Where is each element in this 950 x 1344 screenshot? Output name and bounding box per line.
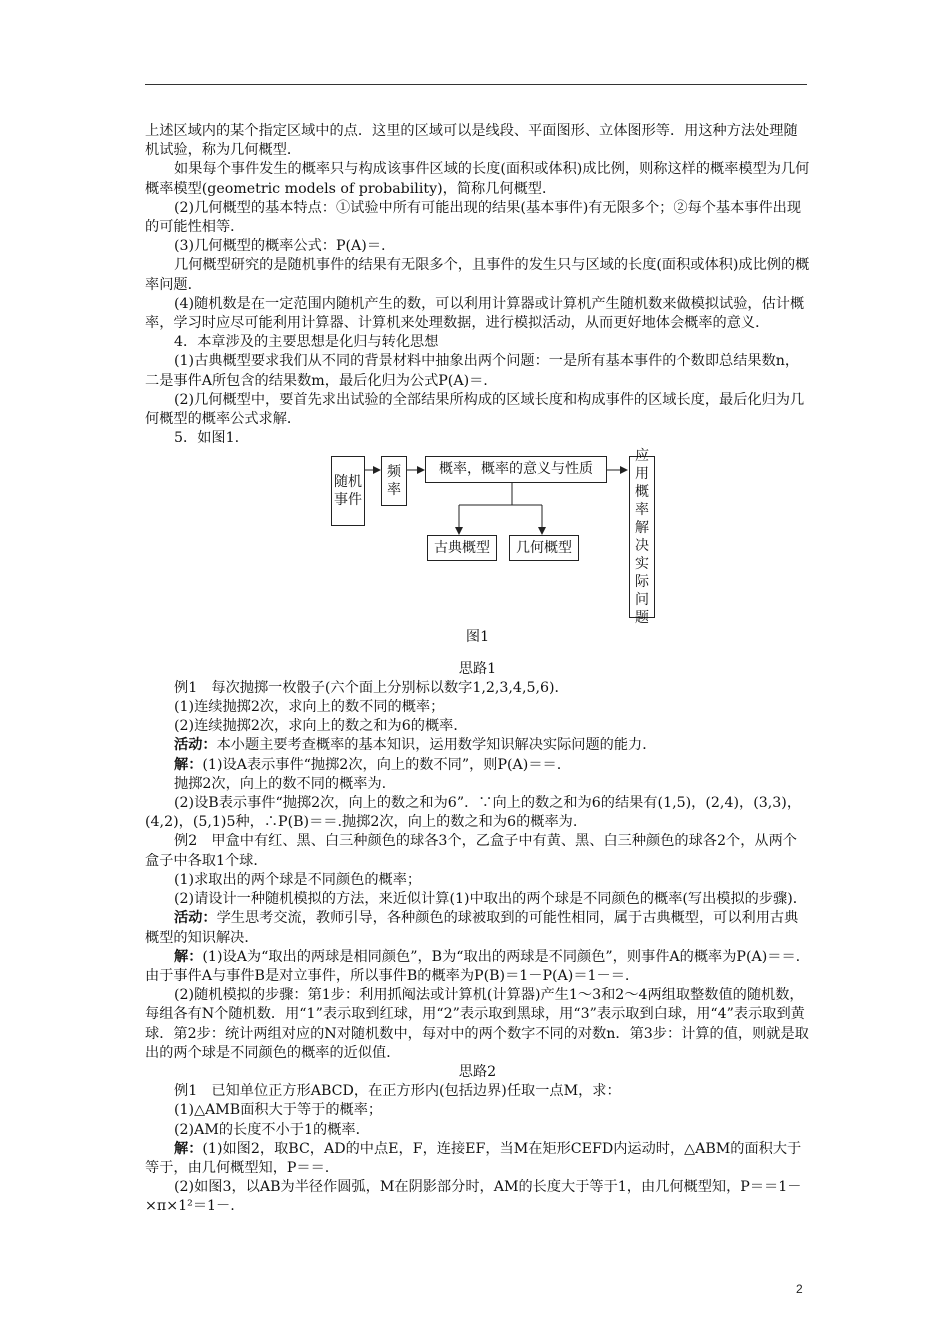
activity-label: 活动： — [174, 737, 217, 754]
header-rule — [145, 84, 807, 85]
box-probability-meaning: 概率，概率的意义与性质 — [425, 456, 607, 483]
paragraph: (4)随机数是在一定范围内随机产生的数，可以利用计算器或计算机产生随机数来做模拟试验，估计概率，学习时应尽可能利用计算器、计算机来处理数据，进行模拟活动，从而更好地体会概率的意义． — [145, 295, 805, 332]
example-heading: 例1 每次抛掷一枚骰子(六个面上分别标以数字1,2,3,4,5,6)． — [174, 679, 569, 696]
solution-text: (1)设A表示事件“抛掷2次，向上的数不同”，则P(A)＝＝. — [202, 756, 562, 773]
activity-text: 学生思考交流，教师引导，各种颜色的球被取到的可能性相同，属于古典概型，可以利用古典概型的知识解决． — [145, 910, 799, 946]
paragraph: (1)古典概型要求我们从不同的背景材料中抽象出两个问题：一是所有基本事件的个数即总结果数n，二是事件A所包含的结果数m，最后化归为公式P(A)＝. — [145, 353, 800, 389]
question: (2)请设计一种随机模拟的方法，来近似计算(1)中取出的两个球是不同颜色的概率(写出模拟的步骤)． — [174, 891, 807, 908]
solution-text: (2)设B表示事件“抛掷2次，向上的数之和为6”．∵向上的数之和为6的结果有(1,5)，(2,4)，(3,3)，(4,2)，(5,1)5种，∴P(B)＝＝.抛掷2次，向上的数之和为6的概率为. — [145, 795, 802, 831]
solution-text: (1)设A为“取出的两球是相同颜色”，B为“取出的两球是不同颜色”，则事件A的概率为P(A)＝＝.由于事件A与事件B是对立事件，所以事件B的概率为P(B)＝1－P(A)＝1－＝. — [145, 948, 801, 984]
solution-text: (1)如图2，取BC，AD的中点E，F，连接EF，当M在矩形CEFD内运动时，△ABM的面积大于等于，由几何概型知，P＝＝. — [145, 1140, 802, 1176]
section-title: 思路2 — [458, 1063, 497, 1080]
paragraph: 几何概型研究的是随机事件的结果有无限多个，且事件的发生只与区域的长度(面积或体积)成比例的概率问题． — [145, 257, 810, 293]
paragraph: (2)几何概型中，要首先求出试验的全部结果所构成的区域长度和构成事件的区域长度，最后化归为几何概型的概率公式求解． — [145, 391, 805, 428]
page-content — [145, 122, 810, 1217]
question: (2)连续抛掷2次，求向上的数之和为6的概率． — [174, 718, 468, 735]
page-number: 2 — [796, 1282, 803, 1296]
activity-label: 活动： — [174, 910, 217, 927]
question: (1)求取出的两个球是不同颜色的概率； — [174, 871, 422, 888]
paragraph: 4．本章涉及的主要思想是化归与转化思想 — [174, 334, 439, 351]
paragraph: 如果每个事件发生的概率只与构成该事件区域的长度(面积或体积)成比例，则称这样的概率模型为几何概率模型(geometric models of probability)，简称几何概型． — [145, 161, 810, 197]
box-classical-model: 古典概型 — [427, 535, 497, 561]
activity-text: 本小题主要考查概率的基本知识，运用数学知识解决实际问题的能力． — [216, 737, 657, 754]
question: (2)AM的长度不小于1的概率． — [174, 1121, 370, 1138]
paragraph: 5．如图1. — [174, 430, 240, 447]
solution-text: (2)如图3，以AB为半径作圆弧，M在阴影部分时，AM的长度大于等于1，由几何概型知，P＝＝1－×π×1²＝1－. — [145, 1179, 802, 1215]
flow-diagram — [145, 448, 810, 627]
figure-caption: 图1 — [465, 629, 490, 646]
solution-text: 抛掷2次，向上的数不同的概率为. — [174, 775, 387, 792]
box-geometric-model: 几何概型 — [509, 535, 579, 561]
box-frequency: 频率 — [381, 456, 407, 506]
question: (1)△AMB面积大于等于的概率； — [174, 1102, 383, 1119]
solution-label: 解： — [174, 948, 203, 965]
box-random-event: 随机事件 — [331, 456, 365, 526]
paragraph: 上述区域内的某个指定区域中的点．这里的区域可以是线段、平面图形、立体图形等．用这种方法处理随机试验，称为几何概型． — [145, 123, 798, 159]
example-heading: 例2 甲盒中有红、黑、白三种颜色的球各3个，乙盒子中有黄、黑、白三种颜色的球各2个，从两个盒子中各取1个球． — [145, 833, 797, 869]
box-application: 应用概率解决实际问题 — [629, 456, 655, 618]
solution-label: 解： — [174, 756, 203, 773]
example-heading: 例1 已知单位正方形ABCD，在正方形内(包括边界)任取一点M，求： — [174, 1083, 621, 1100]
paragraph: (2)几何概型的基本特点：①试验中所有可能出现的结果(基本事件)有无限多个；②每个基本事件出现的可能性相等． — [145, 199, 802, 236]
solution-label: 解： — [174, 1140, 203, 1157]
paragraph: (3)几何概型的概率公式：P(A)＝. — [174, 238, 386, 255]
question: (1)连续抛掷2次，求向上的数不同的概率； — [174, 699, 445, 716]
solution-text: (2)随机模拟的步骤：第1步：利用抓阄法或计算机(计算器)产生1～3和2～4两组取整数值的随机数，每组各有N个随机数．用“1”表示取到红球，用“2”表示取到黑球，用“3”表示取到白球，用“4”表示取到黄球．第2步：统计两组对应的N对随机数中，每对中的两个数字不同的对数n．第3步：计算的值，则就是取出的两个球是不同颜色的概率的近似值． — [145, 987, 809, 1061]
section-title: 思路1 — [458, 660, 497, 677]
